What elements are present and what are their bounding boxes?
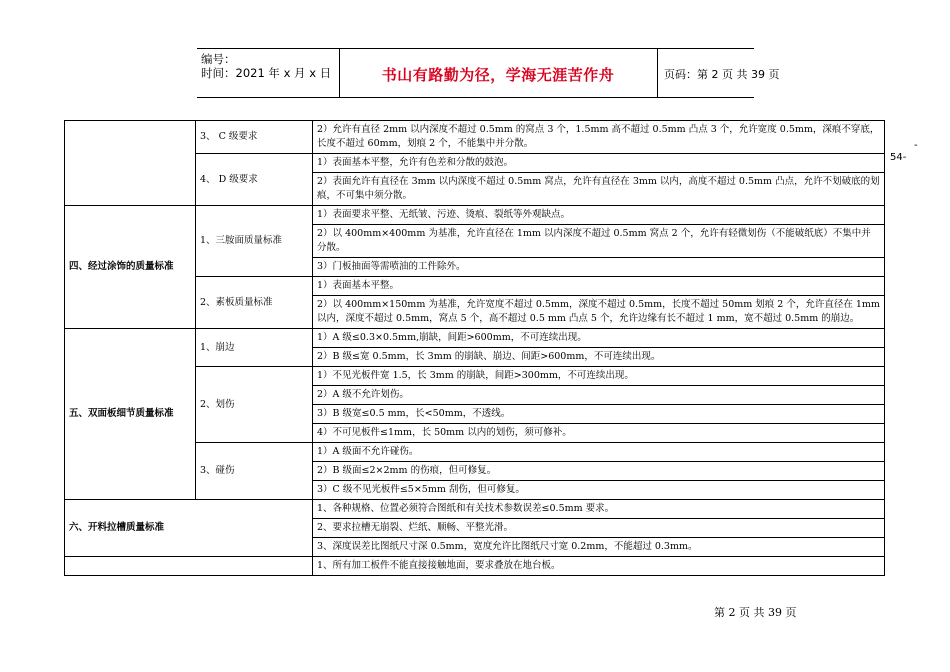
category-title: 四、经过涂饰的质量标准 xyxy=(65,206,196,329)
requirement-text: 1）表面基本平整。 xyxy=(313,277,885,296)
page-header xyxy=(197,48,780,98)
item-title: 1、崩边 xyxy=(196,329,313,367)
requirement-text: 1、所有加工板件不能直接接触地面，要求叠放在地台板。 xyxy=(313,557,885,576)
category-title: 五、双面板细节质量标准 xyxy=(65,329,196,500)
requirement-text: 2）B 级≤宽 0.5mm，长 3mm 的崩缺、崩边、间距>600mm，不可连续出现。 xyxy=(313,348,885,367)
table-row xyxy=(65,121,885,154)
requirement-text: 3）B 级宽≤0.5 mm，长<50mm，不透线。 xyxy=(313,405,885,424)
category-cell-empty xyxy=(65,557,313,576)
requirement-text: 2、要求拉槽无崩裂、烂纸、顺畅、平整光滑。 xyxy=(313,519,885,538)
item-title: 1、三胺面质量标准 xyxy=(196,206,313,277)
requirement-text: 2）B 级面≤2×2mm 的伤痕，但可修复。 xyxy=(313,462,885,481)
item-title: 3、碰伤 xyxy=(196,443,313,500)
side-dash-mark: - xyxy=(914,140,918,151)
requirement-text: 1）不见光板件宽 1.5，长 3mm 的崩缺，间距>300mm，不可连续出现。 xyxy=(313,367,885,386)
requirement-text: 3）门板抽面等需喷油的工件除外。 xyxy=(313,258,885,277)
requirement-text: 1、各种规格、位置必须符合图纸和有关技术参数误差≤0.5mm 要求。 xyxy=(313,500,885,519)
requirement-text: 2）以 400mm×150mm 为基准，允许宽度不超过 0.5mm，深度不超过 0.5mm，长度不超过 50mm 划痕 2 个，允许直径在 1mm 以内，深度不超过 0.5mm，窝点 5 个，高不超过 0.5 mm 凸点 5 个，允许边缘有长不超过 1 mm，宽不超过 0.5mm 的崩边。 xyxy=(313,296,885,329)
motto-text: 书山有路勤为径，学海无涯苦作舟 xyxy=(381,66,615,84)
header-motto-cell xyxy=(339,49,658,97)
quality-standard-table xyxy=(64,120,885,576)
requirement-text: 4）不可见板件≤1mm，长 50mm 以内的划伤，须可修补。 xyxy=(313,424,885,443)
requirement-text: 3）C 级不见光板件≤5×5mm 刮伤，但可修复。 xyxy=(313,481,885,500)
requirement-text: 2）允许有直径 2mm 以内深度不超过 0.5mm 的窝点 3 个，1.5mm 高不超过 0.5mm 凸点 3 个，允许宽度 0.5mm，深痕不穿底，长度不超过 60mm，划痕 2 个，不能集中并分散。 xyxy=(313,121,885,154)
page-info-text: 页码：第 2 页 共 39 页 xyxy=(664,68,780,81)
side-page-mark: 54- xyxy=(890,152,907,163)
header-page-cell xyxy=(658,49,780,97)
requirement-text: 1）表面基本平整，允许有色差和分散的鼓泡。 xyxy=(313,154,885,173)
category-cell-empty xyxy=(65,121,196,206)
table-row xyxy=(65,329,885,348)
requirement-text: 1）A 级≤0.3×0.5mm,崩缺，间距>600mm，不可连续出现。 xyxy=(313,329,885,348)
serial-number-label: 编号： xyxy=(201,52,236,66)
requirement-text: 2）表面允许有直径在 3mm 以内深度不超过 0.5mm 窝点，允许有直径在 3mm 以内，高度不超过 0.5mm 凸点，允许不划破底的划痕，不可集中须分散。 xyxy=(313,173,885,206)
item-title: 2、划伤 xyxy=(196,367,313,443)
item-title: 2、素板质量标准 xyxy=(196,277,313,329)
item-d-grade: 4、 D 级要求 xyxy=(196,154,313,206)
table-row xyxy=(65,557,885,576)
table-row xyxy=(65,206,885,225)
table-row xyxy=(65,500,885,519)
item-c-grade: 3、 C 级要求 xyxy=(196,121,313,154)
requirement-text: 3、深度误差比图纸尺寸深 0.5mm，宽度允许比图纸尺寸宽 0.2mm，不能超过 0.3mm。 xyxy=(313,538,885,557)
header-meta-cell xyxy=(197,49,340,97)
date-label: 时间：2021 年 x 月 x 日 xyxy=(201,66,332,80)
requirement-text: 2）A 级不允许划伤。 xyxy=(313,386,885,405)
category-title: 六、开料拉槽质量标准 xyxy=(65,500,313,557)
requirement-text: 2）以 400mm×400mm 为基准，允许直径在 1mm 以内深度不超过 0.5mm 窝点 2 个，允许有轻微划伤（不能破纸底）不集中并分散。 xyxy=(313,225,885,258)
page-footer: 第 2 页 共 39 页 xyxy=(714,606,797,619)
requirement-text: 1）A 级面不允许碰伤。 xyxy=(313,443,885,462)
requirement-text: 1）表面要求平整、无纸皱、污迹、烫痕、裂纸等外观缺点。 xyxy=(313,206,885,225)
